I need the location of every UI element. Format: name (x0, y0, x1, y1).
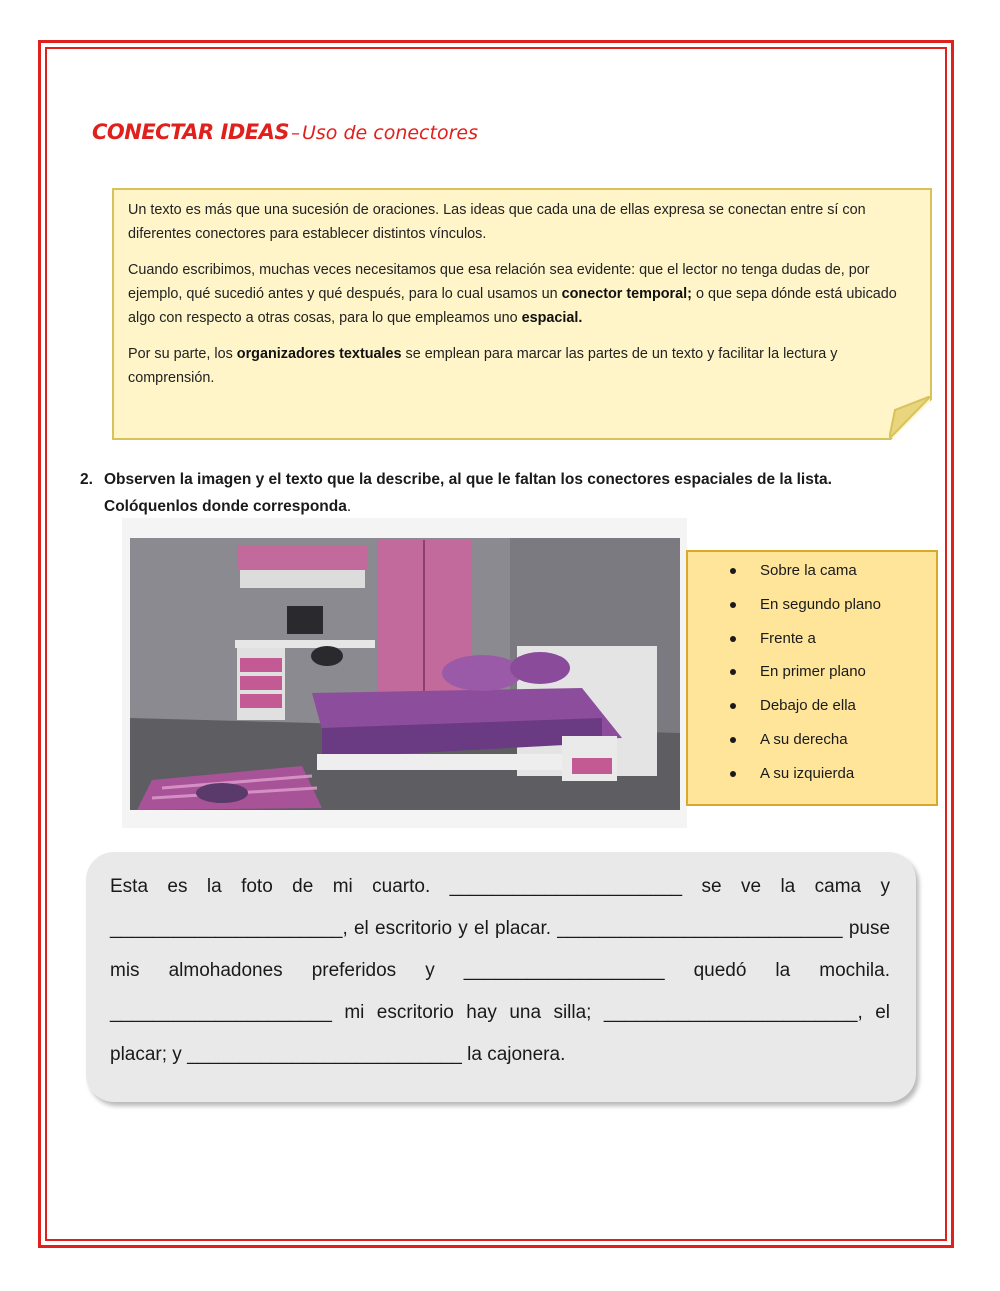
connector-label: En primer plano (760, 663, 866, 681)
connector-label: Debajo de ella (760, 697, 856, 715)
bullet-icon (730, 771, 736, 777)
question-text (104, 466, 920, 520)
bedroom-photo (122, 518, 687, 828)
bullet-icon (730, 669, 736, 675)
note-folded-corner (889, 396, 931, 439)
blank-7[interactable]: __________________________ (187, 1044, 462, 1065)
connectors-word-bank (686, 550, 938, 806)
bullet-icon (730, 568, 736, 574)
question-text-body: Observen la imagen y el texto que la describe, al que le faltan los conectores espaciales de la lista. Colóquenlos donde corresponda (104, 471, 832, 515)
bedroom-illustration (122, 518, 687, 828)
sentence-text: puse mis almohadones preferidos y (110, 918, 891, 981)
connector-item (730, 560, 881, 594)
intro-p3-text: Por su parte, los (128, 346, 237, 362)
intro-p2-bold-temporal: conector temporal; (561, 286, 692, 302)
connector-item (730, 729, 881, 763)
connector-item (730, 763, 881, 797)
blank-4[interactable]: ___________________ (463, 960, 665, 981)
bullet-icon (730, 703, 736, 709)
connector-item (730, 695, 881, 729)
connector-item (730, 661, 881, 695)
question-period: . (346, 498, 352, 515)
intro-paragraph-1: Un texto es más que una sucesión de oraciones. Las ideas que cada una de ellas expresa se conectan entre sí con diferentes conectores para establecer distintos vínculos. (128, 202, 866, 242)
sentence-text: , el placar; y (110, 1002, 890, 1065)
bullet-icon (730, 737, 736, 743)
blank-2[interactable]: ______________________ (110, 918, 343, 939)
sentence-text: mi escritorio hay una silla; (344, 1002, 592, 1023)
intro-text (128, 198, 918, 402)
connectors-list (730, 560, 881, 797)
intro-p2-bold-espacial: espacial. (521, 310, 583, 326)
sentence-text: quedó la mochila. (693, 960, 890, 981)
sentence-text: , el escritorio y el placar. (342, 918, 552, 939)
connector-label: Sobre la cama (760, 562, 857, 579)
worksheet-title (92, 120, 478, 144)
intro-p2-text-2: o que sepa dónde está ubicado algo con respecto a otras cosas, para lo que empleamos uno (128, 286, 897, 326)
connector-label: En segundo plano (760, 595, 881, 613)
title-dash: – (291, 123, 300, 144)
question-number: 2. (80, 471, 93, 488)
blank-6[interactable]: ________________________ (603, 1002, 858, 1023)
connector-label: A su izquierda (760, 764, 855, 782)
intro-p3-text-2: se emplean para marcar las partes de un texto y facilitar la lectura y comprensión. (128, 346, 838, 386)
intro-paragraph-3 (128, 342, 918, 390)
bullet-icon (730, 636, 736, 642)
connector-label: A su derecha (760, 730, 848, 748)
intro-paragraph-2 (128, 258, 918, 330)
bullet-icon (730, 602, 736, 608)
sentence-text: Esta es la foto de mi cuarto. (110, 876, 431, 897)
sentence-text: se ve la cama y (701, 876, 891, 897)
blank-1[interactable]: ______________________ (449, 876, 683, 897)
blank-5[interactable]: _____________________ (110, 1002, 332, 1023)
sentence-text: la cajonera. (467, 1044, 566, 1065)
question-2 (80, 466, 920, 520)
connector-label: Frente a (760, 629, 816, 647)
fill-in-paragraph (110, 866, 890, 1076)
intro-p3-bold: organizadores textuales (236, 346, 402, 362)
intro-p2-text: Cuando escribimos, muchas veces necesitamos que esa relación sea evidente: que el lector no tenga dudas de, por ejemplo, qué sucedió antes y qué después, para lo cual usamos un (128, 262, 870, 302)
title-subtitle: Uso de conectores (302, 122, 478, 144)
title-main: CONECTAR IDEAS (92, 120, 289, 144)
connector-item (730, 628, 881, 662)
connector-item (730, 594, 881, 628)
blank-3[interactable]: ___________________________ (557, 918, 843, 939)
